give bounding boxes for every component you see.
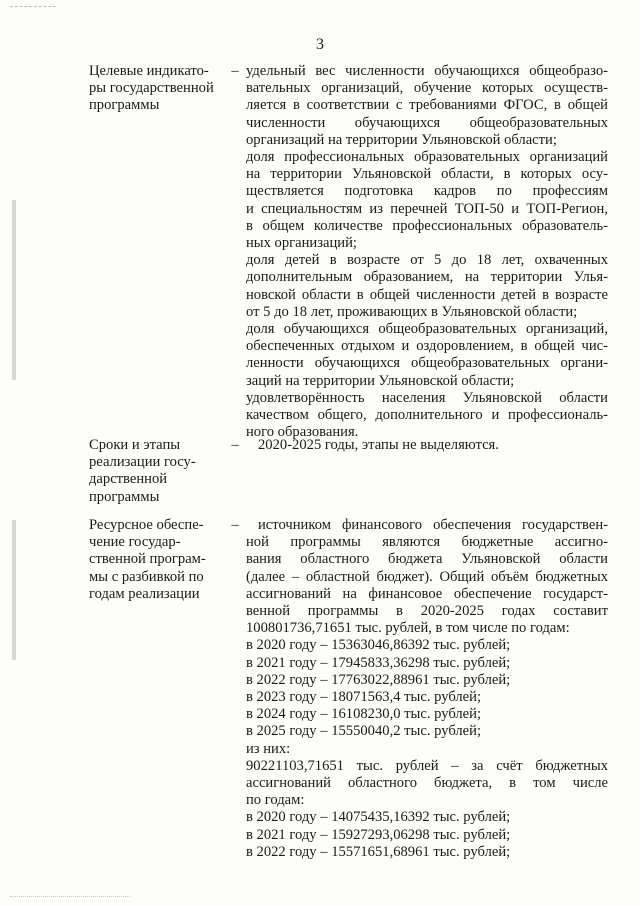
label-line: Целевые индикато- [89,63,209,79]
text-line: в 2021 году – 17945833,36298 тыс. рублей; [246,654,511,671]
text-line: 2020-2025 годы, этапы не выделяются. [258,437,499,453]
text-line: заций на территории Ульяновской области; [246,372,515,389]
text-line: в 2021 году – 15927293,06298 тыс. рублей; [246,826,511,843]
dash-separator: – [231,517,239,533]
label-line: Ресурсное обеспе- [89,517,204,533]
section-label [89,517,229,603]
text-line: новской области в общей численности детей в возрасте [246,286,608,303]
text-line: вательных организаций, обучение которых осуществ- [246,80,608,97]
label-line: мы с разбивкой по [89,568,204,585]
label-line: годам реализации [89,585,200,602]
dash-separator: – [231,437,239,453]
scan-edge-mark-left [12,200,16,380]
text-line: в 2025 году – 15550040,2 тыс. рублей; [246,723,482,740]
text-line: по годам: [246,792,305,809]
label-line: Сроки и этапы [89,437,181,453]
section-content [246,517,608,861]
section-content [246,63,608,441]
text-line: в 2024 году – 16108230,0 тыс. рублей; [246,706,482,723]
text-line: вания областного бюджета Ульяновской области [246,551,608,568]
text-line: 100801736,71651 тыс. рублей, в том числе по годам: [246,620,570,637]
text-line: качеством общего, дополнительного и профессиональ- [246,407,608,424]
text-line: в 2022 году – 17763022,88961 тыс. рублей; [246,671,511,688]
text-line: дополнительным образованием, на территории Улья- [246,269,608,286]
label-line: дарственной [89,471,168,488]
section-label [89,437,229,506]
text-line: ленности обучающихся общеобразовательных органи- [246,355,608,372]
label-line: ственной програм- [89,551,206,568]
scan-edge-mark-top [10,6,56,10]
text-line: доля профессиональных образовательных организаций [246,149,608,166]
scan-edge-mark-bottom [10,896,130,899]
section-label [89,63,229,115]
text-line: ных организаций; [246,235,357,252]
text-line: от 5 до 18 лет, проживающих в Ульяновской области; [246,303,578,320]
text-line: в 2020 году – 15363046,86392 тыс. рублей; [246,637,511,654]
scan-edge-mark-left [12,520,16,660]
label-line: ры государственной [89,80,214,97]
text-line: удовлетворённость населения Ульяновской области [246,389,608,406]
text-line: доля детей в возрасте от 5 до 18 лет, охваченных [246,252,608,269]
text-line: 90221103,71651 тыс. рублей – за счёт бюджетных [246,757,608,774]
text-line: в 2022 году – 15571651,68961 тыс. рублей; [246,843,511,860]
text-line: в 2020 году – 14075435,16392 тыс. рублей; [246,809,511,826]
text-line: на территории Ульяновской области, в которых осу- [246,166,608,183]
dash-separator: – [231,63,239,79]
text-line: венной программы в 2020-2025 годах составит [246,603,608,620]
page-number: 3 [316,36,324,53]
text-line: источником финансового обеспечения государствен- [258,517,608,533]
label-line: программы [89,488,160,505]
text-line: и специальностям из перечней ТОП-50 и ТОП-Регион, [246,200,608,217]
label-line: реализации госу- [89,454,196,471]
text-line: доля обучающихся общеобразовательных организаций, [246,321,608,338]
text-line: численности обучающихся общеобразовательных [246,114,608,131]
text-line: ной программы являются бюджетные ассигно- [246,534,608,551]
text-line: из них: [246,740,291,757]
text-line: в 2023 году – 18071563,4 тыс. рублей; [246,689,482,706]
text-line: ассигнований областного бюджета, в том числе [246,775,608,792]
section-content [246,437,608,454]
label-line: чение государ- [89,534,181,551]
text-line: обеспеченных отдыхом и оздоровлением, в общей чис- [246,338,608,355]
text-line: ного образования. [246,424,359,441]
text-line: (далее – областной бюджет). Общий объём бюджетных [246,568,608,585]
label-line: программы [89,97,160,114]
text-line: ляется в соответствии с требованиями ФГОС, в общей [246,97,608,114]
text-line: ассигнований на финансовое обеспечение государст- [246,585,608,602]
text-line: удельный вес численности обучающихся общеобразо- [246,63,608,79]
text-line: организаций на территории Ульяновской области; [246,131,557,148]
text-line: в общем количестве профессиональных образователь- [246,217,608,234]
text-line: ществляется подготовка кадров по профессиям [246,183,608,200]
